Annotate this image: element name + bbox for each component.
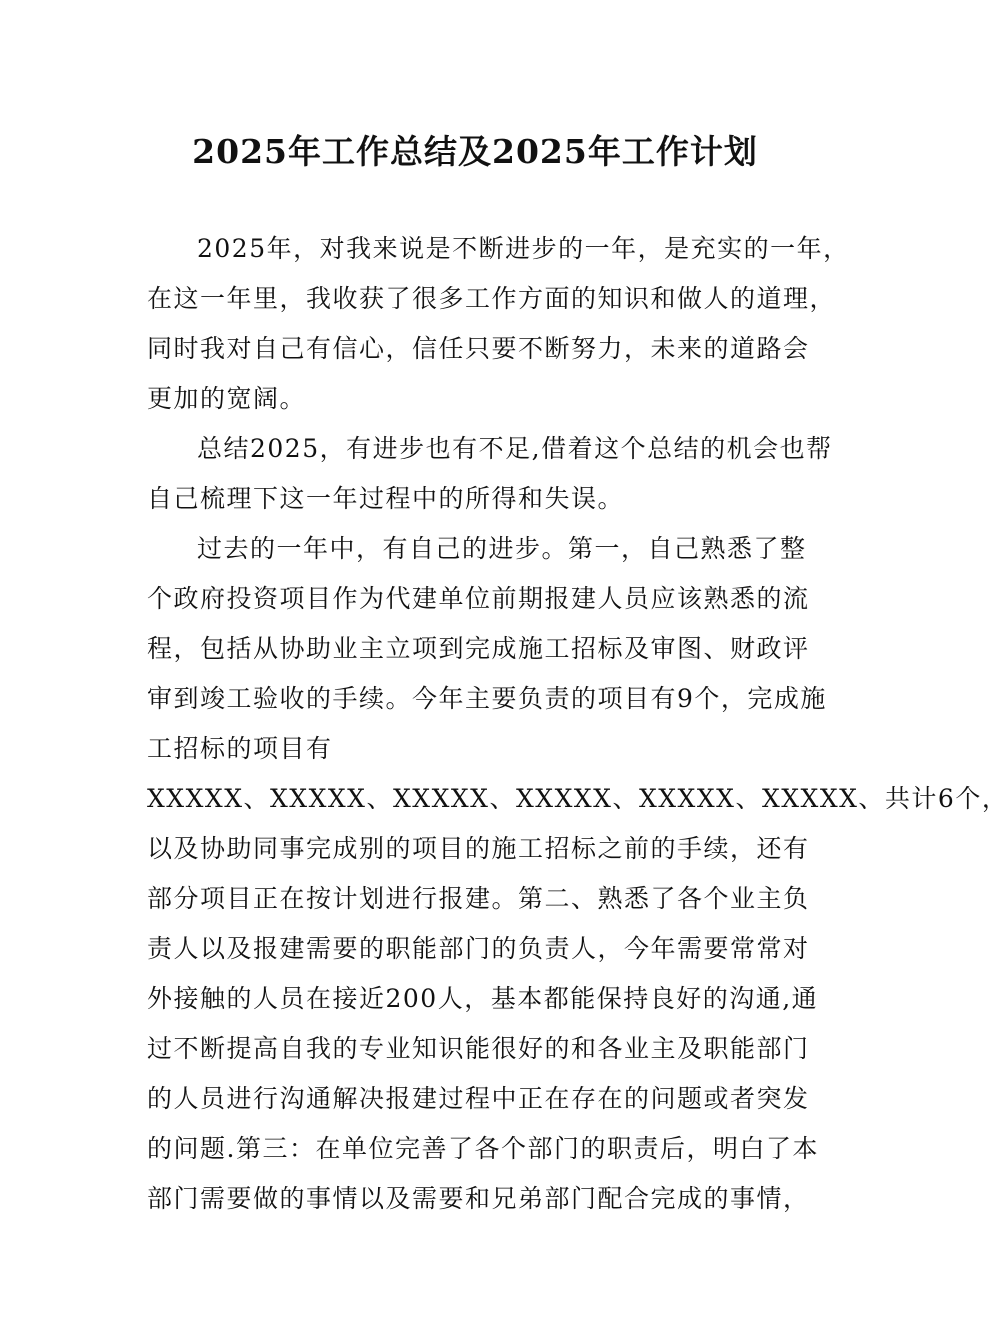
- text-line: 自己梳理下这一年过程中的所得和失误。: [147, 484, 625, 513]
- text-line: 以及协助同事完成别的项目的施工招标之前的手续，还有: [147, 834, 810, 863]
- text-line: 的人员进行沟通解决报建过程中正在存在的问题或者突发: [147, 1084, 810, 1113]
- text-line: 工招标的项目有: [147, 734, 333, 763]
- text-line: 责人以及报建需要的职能部门的负责人，今年需要常常对: [147, 934, 810, 963]
- text-line: 过不断提高自我的专业知识能很好的和各业主及职能部门: [147, 1034, 810, 1063]
- text-line: 个政府投资项目作为代建单位前期报建人员应该熟悉的流: [147, 584, 810, 613]
- text-line: 部门需要做的事情以及需要和兄弟部门配合完成的事情，: [147, 1184, 810, 1213]
- text-line: 审到竣工验收的手续。今年主要负责的项目有9个，完成施: [147, 684, 827, 713]
- document-title: 2025年工作总结及2025年工作计划: [192, 132, 758, 171]
- text-line: 外接触的人员在接近200人，基本都能保持良好的沟通,通: [147, 984, 819, 1013]
- text-line: XXXXX、XXXXX、XXXXX、XXXXX、XXXXX、XXXXX、共计6个，: [147, 784, 1008, 813]
- text-line: 同时我对自己有信心，信任只要不断努力，未来的道路会: [147, 334, 810, 363]
- text-line: 部分项目正在按计划进行报建。第二、熟悉了各个业主负: [147, 884, 810, 913]
- text-line: 总结2025，有进步也有不足,借着这个总结的机会也帮: [197, 434, 833, 463]
- text-line: 过去的一年中，有自己的进步。第一，自己熟悉了整: [197, 534, 807, 563]
- text-line: 程，包括从协助业主立项到完成施工招标及审图、财政评: [147, 634, 810, 663]
- text-line: 2025年，对我来说是不断进步的一年，是充实的一年，: [197, 234, 850, 263]
- text-line: 在这一年里，我收获了很多工作方面的知识和做人的道理，: [147, 284, 837, 313]
- text-line: 更加的宽阔。: [147, 384, 307, 413]
- text-line: 的问题.第三：在单位完善了各个部门的职责后，明白了本: [147, 1134, 819, 1163]
